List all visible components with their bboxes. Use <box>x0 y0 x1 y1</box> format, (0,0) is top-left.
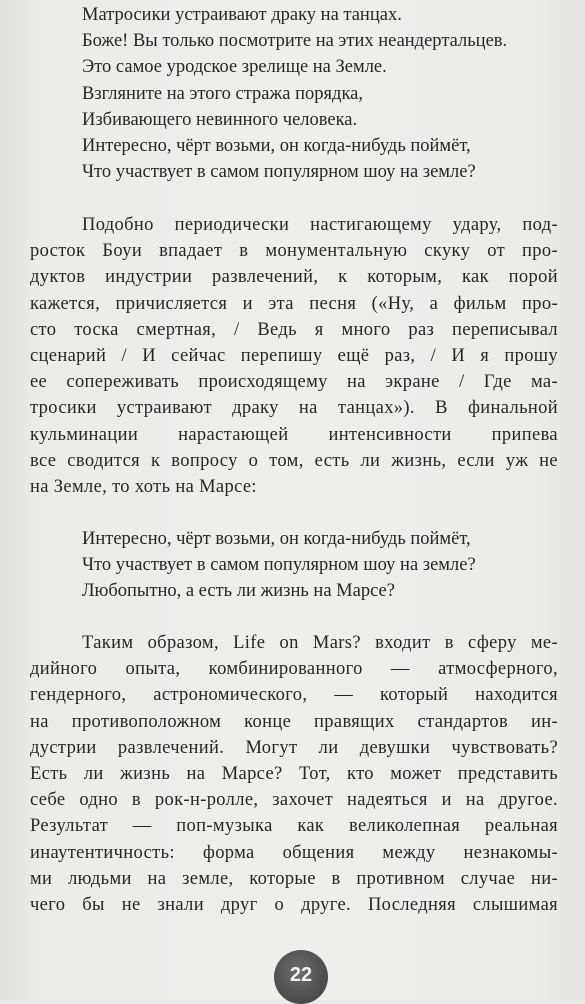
paragraph-line: себе одно в рок-н-ролле, захочет надеяться и на другое. <box>30 790 558 811</box>
lyrics-line: Взгляните на этого стража порядка, <box>82 83 363 104</box>
paragraph-line: гендерного, астрономического, — который находится <box>30 685 558 706</box>
paragraph-1 <box>30 212 558 500</box>
paragraph-line: кажется, причисляется и эта песня («Ну, а фильм про- <box>30 293 558 314</box>
lyrics-line: Что участвует в самом популярном шоу на земле? <box>82 555 476 576</box>
paragraph-line: дийного опыта, комбинированного — атмосферного, <box>30 659 558 680</box>
paragraph-line: кульминации нарастающей интенсивности припева <box>30 424 558 445</box>
lyrics-line: Интересно, чёрт возьми, он когда-нибудь поймёт, <box>82 529 471 549</box>
paragraph-line: все сводится к вопросу о том, есть ли жизнь, если уж не <box>30 450 558 471</box>
paragraph-line: на противоположном конце правящих стандартов ин- <box>30 711 558 732</box>
paragraph-line: Подобно периодически настигающему удару, под- <box>82 215 558 235</box>
lyrics-line: Интересно, чёрт возьми, он когда-нибудь поймёт, <box>82 136 471 157</box>
lyrics-line: Матросики устраивают драку на танцах. <box>82 5 402 25</box>
lyrics-line: Избивающего невинного человека. <box>82 109 358 130</box>
paragraph-line: Результат — поп-музыка как великолепная реальная <box>30 816 558 837</box>
paragraph-line: тросики устраивают драку на танцах»). В финальной <box>30 398 558 419</box>
paragraph-line: сценарий / И сейчас перепишу ещё раз, / И я прошу <box>30 346 558 367</box>
paragraph-line: дуктов индустрии развлечений, к которым, как порой <box>30 267 558 288</box>
lyrics-line: Любопытно, а есть ли жизнь на Марсе? <box>82 581 395 602</box>
paragraph-line: росток Боуи впадает в монументальную скуку от про- <box>30 241 558 262</box>
paragraph-2 <box>30 630 558 918</box>
lyrics-block-2 <box>82 526 562 605</box>
paragraph-line: Есть ли жизнь на Марсе? Тот, кто может представить <box>30 764 558 785</box>
paragraph-line: сто тоска смертная, / Ведь я много раз переписывал <box>30 319 558 340</box>
paragraph-line: чего бы не знали друг о друге. Последняя слышимая <box>30 895 558 916</box>
lyrics-block-1 <box>82 2 562 185</box>
paragraph-line: дустрии развлечений. Могут ли девушки чувствовать? <box>30 737 558 758</box>
paragraph-line: Таким образом, Life on Mars? входит в сферу ме- <box>82 633 558 653</box>
page-number-badge <box>274 950 328 1004</box>
paragraph-line: ее сопереживать происходящему на экране / Где ма- <box>30 372 558 393</box>
page-number: 22 <box>289 963 313 986</box>
paragraph-line: инаутентичность: форма общения между незнакомы- <box>30 842 558 863</box>
lyrics-line: Это самое уродское зрелище на Земле. <box>82 57 387 78</box>
lyrics-line: Боже! Вы только посмотрите на этих неандертальцев. <box>82 31 508 52</box>
paragraph-line: ми людьми на земле, которые в противном случае ни- <box>30 868 558 889</box>
paragraph-line: на Земле, то хоть на Марсе: <box>30 477 257 498</box>
lyrics-line: Что участвует в самом популярном шоу на земле? <box>82 162 476 183</box>
